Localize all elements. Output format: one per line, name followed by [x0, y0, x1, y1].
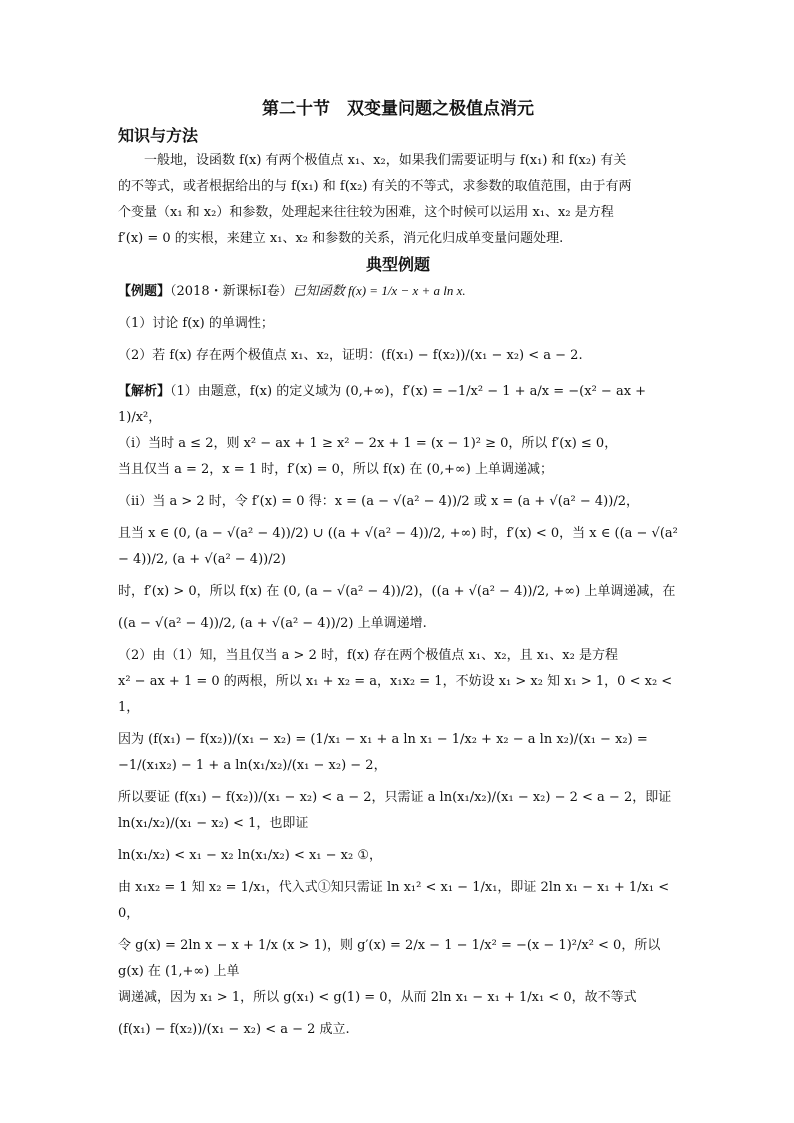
solution-line-14: 令 g(x) = 2ln x − x + 1/x (x > 1)，则 g′(x) = 2/x − 1 − 1/x² = −(x − 1)²/x² < 0，所以 g(x) 在 (1,+∞) 上单: [118, 938, 661, 979]
solution-line-9: x² − ax + 1 = 0 的两根，所以 x₁ + x₂ = a，x₁x₂ = 1，不妨设 x₁ > x₂ 知 x₁ > 1，0 < x₂ < 1，: [118, 674, 673, 715]
solution-line-3: 当且仅当 a = 2，x = 1 时，f′(x) = 0，所以 f(x) 在 (0,+∞) 上单调递减；: [118, 462, 553, 477]
example-tag: 【例题】: [118, 284, 171, 299]
solution-line-1: [118, 379, 678, 431]
solution-line-16: (f(x₁) − f(x₂))/(x₁ − x₂) < a − 2 成立.: [118, 1022, 350, 1037]
solution-line-5: 且当 x ∈ (0, (a − √(a² − 4))/2) ∪ ((a + √(a² − 4))/2, +∞) 时，f′(x) < 0，当 x ∈ ((a − √(a² − 4))/2, (a + √(a² − 4))/2): [118, 526, 678, 567]
example-function: 已知函数 f(x) = 1/x − x + a ln x.: [292, 283, 466, 298]
solution-line-2: （i）当时 a ≤ 2，则 x² − ax + 1 ≥ x² − 2x + 1 = (x − 1)² ≥ 0，所以 f′(x) ≤ 0，: [118, 436, 618, 451]
document-page: [118, 96, 678, 1043]
section-heading-method: 知识与方法: [118, 126, 199, 145]
method-line-1: 一般地，设函数 f(x) 有两个极值点 x₁、x₂，如果我们需要证明与 f(x₁) 和 f(x₂) 有关: [144, 153, 627, 168]
solution-line-4: （ii）当 a > 2 时，令 f′(x) = 0 得：x = (a − √(a² − 4))/2 或 x = (a + √(a² − 4))/2，: [118, 494, 639, 509]
solution-line-12: ln(x₁/x₂) < x₁ − x₂ ln(x₁/x₂) < x₁ − x₂ ①，: [118, 848, 382, 863]
section-heading-examples: 典型例题: [365, 255, 430, 274]
example-question-1: （1）讨论 f(x) 的单调性；: [118, 316, 274, 331]
page-title: 第二十节 双变量问题之极值点消元: [262, 99, 534, 119]
method-line-3: 个变量（x₁ 和 x₂）和参数，处理起来往往较为困难，这个时候可以运用 x₁、x₂ 是方程: [118, 205, 614, 220]
example-question-2: （2）若 f(x) 存在两个极值点 x₁、x₂，证明：(f(x₁) − f(x₂))/(x₁ − x₂) < a − 2.: [118, 348, 583, 363]
solution-line-10: 因为 (f(x₁) − f(x₂))/(x₁ − x₂) = (1/x₁ − x₁ + a ln x₁ − 1/x₂ + x₂ − a ln x₂)/(x₁ − x₂) = −1/(x₁x₂) − 1 + a ln(x₁/x₂)/(x₁ − x₂) − 2，: [118, 732, 648, 773]
solution-line-6: 时，f′(x) > 0，所以 f(x) 在 (0, (a − √(a² − 4))/2)，((a + √(a² − 4))/2, +∞) 上单调递减，在: [118, 584, 676, 599]
solution-tag: 【解析】: [118, 384, 171, 399]
method-line-2: 的不等式，或者根据给出的与 f(x₁) 和 f(x₂) 有关的不等式，求参数的取值范围，由于有两: [118, 179, 632, 194]
solution-line-7: ((a − √(a² − 4))/2, (a + √(a² − 4))/2) 上单调递增.: [118, 616, 427, 631]
solution-text-1: （1）由题意，f(x) 的定义域为 (0,+∞)，f′(x) = −1/x² − 1 + a/x = −(x² − ax + 1)/x²，: [118, 384, 647, 425]
method-line-4: f′(x) = 0 的实根，来建立 x₁、x₂ 和参数的关系，消元化归成单变量问题处理.: [118, 231, 564, 246]
solution-line-8: （2）由（1）知，当且仅当 a > 2 时，f(x) 存在两个极值点 x₁、x₂，且 x₁、x₂ 是方程: [118, 648, 618, 663]
solution-line-13: 由 x₁x₂ = 1 知 x₂ = 1/x₁，代入式①知只需证 ln x₁² < x₁ − 1/x₁，即证 2ln x₁ − x₁ + 1/x₁ < 0，: [118, 880, 670, 921]
example-source: （2018・新课标Ⅰ卷）: [170, 284, 293, 299]
solution-line-11: 所以要证 (f(x₁) − f(x₂))/(x₁ − x₂) < a − 2，只需证 a ln(x₁/x₂)/(x₁ − x₂) − 2 < a − 2，即证 ln(x₁/x₂)/(x₁ − x₂) < 1，也即证: [118, 790, 672, 831]
solution-line-15: 调递减，因为 x₁ > 1，所以 g(x₁) < g(1) = 0，从而 2ln x₁ − x₁ + 1/x₁ < 0，故不等式: [118, 990, 637, 1005]
example-stem: [118, 278, 678, 305]
